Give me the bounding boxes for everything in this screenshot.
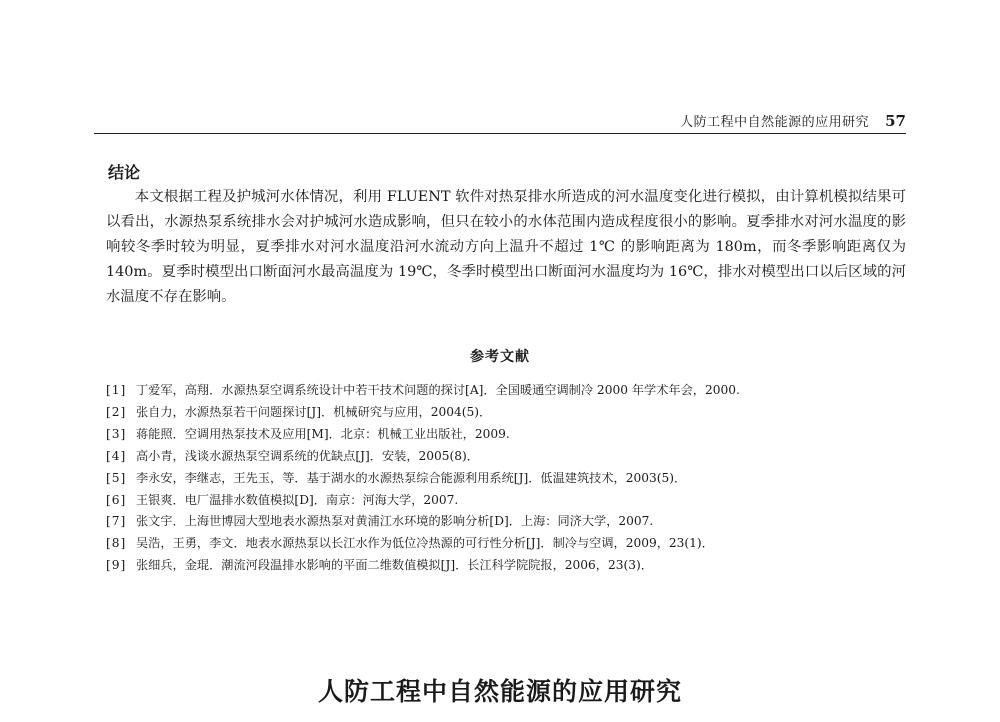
reference-text: 王银爽．电厂温排水数值模拟[D]．南京：河海大学，2007. <box>136 492 459 507</box>
reference-item <box>106 533 906 555</box>
reference-item <box>106 402 906 424</box>
reference-text: 蒋能照．空调用热泵技术及应用[M]．北京：机械工业出版社，2009. <box>136 426 510 441</box>
reference-text: 高小青，浅谈水源热泵空调系统的优缺点[J]．安装，2005(8)． <box>136 448 479 463</box>
running-title: 人防工程中自然能源的应用研究 <box>680 115 870 130</box>
reference-text: 李永安，李继志，王先玉，等．基于湖水的水源热泵综合能源利用系统[J]．低温建筑技术，2003(5)． <box>136 470 687 485</box>
reference-text: 丁爱军，高翔．水源热泵空调系统设计中若干技术问题的探讨[A]．全国暖通空调制冷 2000 年学术年会，2000. <box>136 383 740 397</box>
reference-item <box>106 424 906 446</box>
reference-number: [2] <box>106 404 127 419</box>
reference-text: 张细兵，金琨．潮流河段温排水影响的平面二维数值模拟[J]．长江科学院院报，2006，23(3)． <box>136 558 653 573</box>
reference-item <box>106 511 906 533</box>
conclusion-paragraph: 本文根据工程及护城河水体情况，利用 FLUENT 软件对热泵排水所造成的河水温度变化进行模拟，由计算机模拟结果可以看出，水源热泵系统排水会对护城河水造成影响，但只在较小的水体范围内造成程度很小的影响。夏季排水对河水温度的影响较冬季时较为明显，夏季排水对河水温度沿河水流动方向上温升不超过 1℃ 的影响距离为 180m，而冬季影响距离仅为 140m。夏季时模型出口断面河水最高温度为 19℃，冬季时模型出口断面河水温度均为 16℃，排水对模型出口以后区域的河水温度不存在影响。 <box>106 189 906 305</box>
reference-item <box>106 446 906 468</box>
running-header <box>94 106 906 130</box>
reference-number: [4] <box>106 448 127 463</box>
reference-number: [1] <box>106 383 127 397</box>
reference-number: [3] <box>106 426 127 441</box>
reference-number: [6] <box>106 492 127 507</box>
reference-text: 张自力，水源热泵若干问题探讨[J]．机械研究与应用，2004(5)． <box>136 404 492 419</box>
reference-item <box>106 555 906 577</box>
reference-number: [9] <box>106 558 127 573</box>
reference-text: 张文宇．上海世博园大型地表水源热泵对黄浦江水环境的影响分析[D]．上海：同济大学，2007. <box>136 514 654 529</box>
references-heading: 参考文献 <box>470 349 530 365</box>
reference-item <box>106 380 906 402</box>
reference-number: [5] <box>106 470 127 485</box>
reference-item <box>106 490 906 512</box>
reference-list <box>106 380 906 577</box>
reference-item <box>106 468 906 490</box>
page-number: 57 <box>885 112 906 130</box>
reference-number: [8] <box>106 536 127 551</box>
header-rule <box>94 133 906 134</box>
reference-text: 吴浩，王勇，李文．地表水源热泵以长江水作为低位冷热源的可行性分析[J]．制冷与空调，2009，23(1)． <box>136 536 714 551</box>
reference-number: [7] <box>106 514 127 529</box>
next-article-title: 人防工程中自然能源的应用研究 <box>317 677 682 706</box>
conclusion-heading: 结论 <box>108 163 141 182</box>
